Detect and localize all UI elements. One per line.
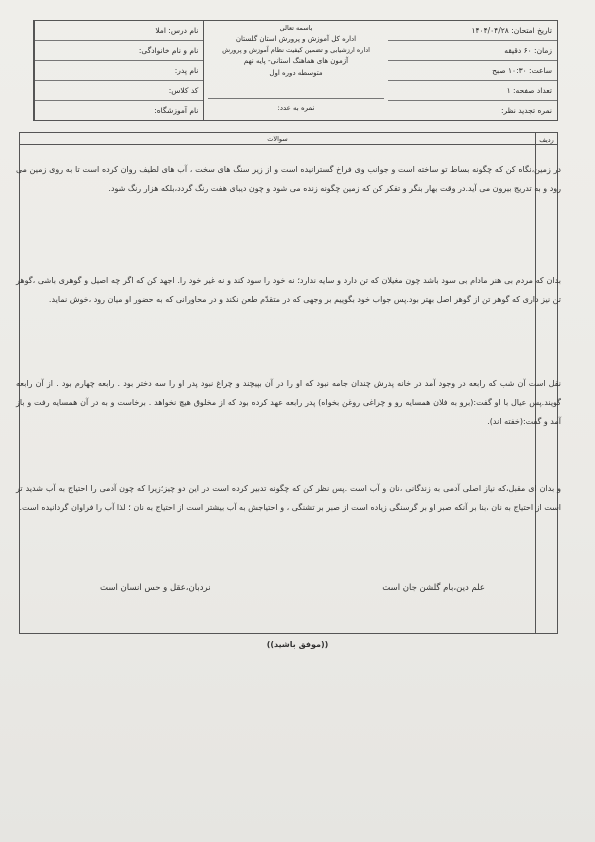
exam-duration-field: زمان: ۶۰ دقیقه: [388, 41, 557, 61]
poem-hemistich-1: علم دین،بام گلشن جان است: [382, 583, 485, 593]
good-luck-footer: ((موفق باشید)): [266, 640, 329, 649]
page-count-field: تعداد صفحه: ۱: [388, 81, 557, 101]
dictation-paragraph-4: و بدان ای مقبل،که نیاز اصلی آدمی به زندگانی ،نان و آب است .پس نظر کن که چگونه تدبیر کرده است در این دو چیز؛زیرا که چون آدمی را احتیاج به آب شدید تر است از احتیاج به نان ،بنا بر آنکه صبر او بر گرسنگی زیاده است از صبر بر تشنگی ، و احتیاجش به آب بیشتر است از احتیاج به نان ؛ لذا آب را فراوان گردانیده است.: [16, 484, 561, 512]
exam-details-column: [388, 21, 557, 120]
exam-time-field: ساعت: ۱۰:۳۰ صبح: [388, 61, 557, 81]
school-name-field: نام آموزشگاه:: [154, 106, 199, 115]
header-line-1: باسمه تعالی: [279, 24, 313, 32]
poem-hemistich-2: نردبان،عقل و حس انسان است: [100, 583, 211, 593]
student-info-column: [34, 21, 203, 120]
questions-heading: سوالات: [20, 133, 535, 145]
revised-score-field: نمره تجدید نظر:: [500, 106, 552, 115]
exam-header-table: [33, 20, 558, 121]
class-code-field: کد کلاس:: [35, 81, 203, 101]
score-number-field: نمره به عدد:: [208, 98, 383, 117]
header-line-5: متوسطه دوره اول: [269, 69, 323, 77]
father-name-field: نام پدر:: [35, 61, 203, 81]
dictation-paragraph-2: بدان که مردم بی هنر مادام بی سود باشد چون مغیلان که تن دارد و سایه ندارد؛ نه خود را سود کند و نه غیر خود را. اجهد کن که اگر چه اصیل و گوهری باشی ،گوهر تن نیز داری که گوهر تن از گوهر اصل بهتر بود.پس جواب خود بگوییم بر وجهی که در متقدّم طعن نکند و در محاورانی که به حضور او میان رود ،خوش نماید.: [16, 276, 561, 304]
header-line-3: اداره ارزشیابی و تضمین کیفیت نظام آموزش و پرورش: [222, 45, 370, 54]
row-column-label: ردیف: [536, 133, 557, 145]
header-line-4: آزمون های هماهنگ استانی- پایه نهم: [243, 56, 349, 65]
exam-date-field: تاریخ امتحان: ۱۴۰۴/۰۴/۲۸: [388, 21, 557, 41]
dictation-paragraph-1: در زمین،نگاه کن که چگونه بساط تو ساخته است و جوانب وی فراخ گسترانیده است و از زیر سنگ های سخت ، آب های لطیف روان کرده است تا به روی زمین می رود و به تدریج بیرون می آید.در وقت بهار بنگر و تفکر کن که زمین چگونه زنده می شود و چون دیبای هفت رنگ گردد،بلکه هزار رنگ شود.: [16, 165, 561, 193]
dictation-paragraph-3: نقل است آن شب که رابعه در وجود آمد در خانه پدرش چندان جامه نبود که او را در آن بپیچند و چراغ نبود پدر او را سه دختر بود . رابعه چهارم بود . از آن رابعه گویند.پس عیال با او گفت:(برو به فلان همسایه رو و چراغی روغن بخواه) پدر رابعه عهد کرده بود که از مخلوق هیچ نخواهد . برخاست و به در آن همسایه رفت و باز آمد و گفت:(خفته اند).: [16, 379, 561, 426]
poem-verse: [100, 583, 485, 593]
student-name-field: نام و نام خانوادگی:: [35, 41, 203, 61]
exam-title-column: [203, 21, 387, 120]
header-line-2: اداره کل آموزش و پرورش استان گلستان: [235, 35, 357, 43]
subject-field: نام درس: املا: [35, 21, 203, 41]
